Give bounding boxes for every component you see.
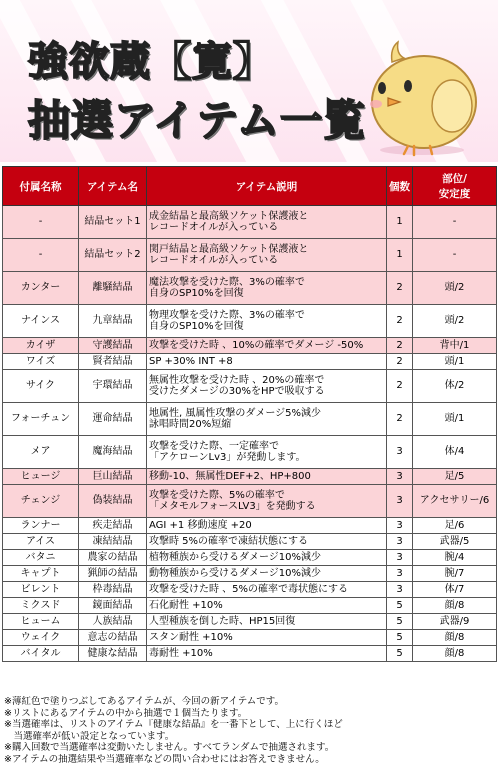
chick-mascot-icon <box>352 34 486 158</box>
cell-count: 2 <box>387 354 413 370</box>
cell-item-name: 意志の結晶 <box>79 630 147 646</box>
table-row <box>3 534 497 550</box>
cell-description <box>147 646 387 662</box>
cell-item-name: 健康な結晶 <box>79 646 147 662</box>
description-line: 自身のSP10%を回復 <box>149 321 244 332</box>
cell-description <box>147 338 387 354</box>
table-header-row <box>3 167 497 206</box>
cell-slot-stability: 腕/4 <box>413 550 497 566</box>
table-row <box>3 436 497 469</box>
cell-slot-stability: 顔/8 <box>413 630 497 646</box>
description-line: 攻撃を受けた際、一定確率で <box>149 440 279 452</box>
cell-count: 2 <box>387 403 413 436</box>
table-row <box>3 239 497 272</box>
cell-attached-name: サイク <box>3 370 79 403</box>
cell-count: 3 <box>387 566 413 582</box>
note-line: ※薄紅色で塗りつぶしてあるアイテムが、今回の新アイテムです。 <box>4 696 285 707</box>
cell-count: 5 <box>387 598 413 614</box>
cell-description <box>147 614 387 630</box>
cell-slot-stability: 顔/8 <box>413 598 497 614</box>
description-line: 関戸結晶と最高級ソケット保護液と <box>149 243 309 255</box>
description-line: AGI +1 移動速度 +20 <box>149 519 252 531</box>
cell-slot-stability: 体/4 <box>413 436 497 469</box>
cell-description <box>147 305 387 338</box>
cell-item-name: 凍結結晶 <box>79 534 147 550</box>
cell-attached-name: フォーチュン <box>3 403 79 436</box>
description-line: 地属性, 風属性攻撃のダメージ5%減少 <box>149 407 322 419</box>
cell-description <box>147 370 387 403</box>
description-line: 「アケローンLv3」が発動します。 <box>149 452 306 463</box>
cell-count: 1 <box>387 239 413 272</box>
table-row <box>3 646 497 662</box>
cell-description <box>147 239 387 272</box>
cell-count: 1 <box>387 206 413 239</box>
col-header-description: アイテム説明 <box>147 167 387 206</box>
cell-item-name: 巨山結晶 <box>79 469 147 485</box>
note-line: 当選確率が低い設定となっています。 <box>4 730 175 742</box>
col-header-item-name: アイテム名 <box>79 167 147 206</box>
col-header-slot-stability <box>413 167 497 206</box>
cell-item-name: 魔海結晶 <box>79 436 147 469</box>
cell-slot-stability: 頭/2 <box>413 272 497 305</box>
cell-slot-stability: 頭/2 <box>413 305 497 338</box>
description-line: 魔法攻撃を受けた際、3%の確率で <box>149 276 305 288</box>
description-line: 移動-10、無属性DEF+2、HP+800 <box>149 470 311 482</box>
note-line: ※当選確率は、リストのアイテム『健康な結晶』を一番下として、上に行くほど <box>4 719 343 731</box>
description-line: 攻撃を受けた時 、10%の確率でダメージ -50% <box>149 339 364 351</box>
description-line: 攻撃を受けた時 、5%の確率で毒状態にする <box>149 583 349 595</box>
cell-item-name: 人族結晶 <box>79 614 147 630</box>
description-line: 石化耐性 +10% <box>149 599 223 611</box>
cell-slot-stability: 頭/1 <box>413 354 497 370</box>
title-line-2: 抽選アイテム一覧 <box>28 96 367 145</box>
cell-description <box>147 582 387 598</box>
cell-item-name: 九章結晶 <box>79 305 147 338</box>
table-row <box>3 272 497 305</box>
cell-slot-stability: - <box>413 206 497 239</box>
table-body <box>3 206 497 662</box>
cell-count: 3 <box>387 469 413 485</box>
table-row <box>3 354 497 370</box>
cell-count: 3 <box>387 436 413 469</box>
cell-item-name: 運命結晶 <box>79 403 147 436</box>
description-line: SP +30% INT +8 <box>149 355 233 367</box>
table-row <box>3 614 497 630</box>
cell-description <box>147 403 387 436</box>
cell-item-name: 偽装結晶 <box>79 485 147 518</box>
cell-slot-stability: 体/2 <box>413 370 497 403</box>
cell-slot-stability: 足/6 <box>413 518 497 534</box>
cell-attached-name: ヒュージ <box>3 469 79 485</box>
cell-attached-name: バイタル <box>3 646 79 662</box>
cell-attached-name: ランナー <box>3 518 79 534</box>
cell-attached-name: ヒューム <box>3 614 79 630</box>
cell-slot-stability: - <box>413 239 497 272</box>
cell-slot-stability: 体/7 <box>413 582 497 598</box>
cell-item-name: 離騒結晶 <box>79 272 147 305</box>
description-line: 物理攻撃を受けた際、3%の確率で <box>149 309 305 321</box>
cell-description <box>147 550 387 566</box>
description-line: 動物種族から受けるダメージ10%減少 <box>149 567 322 579</box>
cell-attached-name: ビレント <box>3 582 79 598</box>
cell-count: 3 <box>387 582 413 598</box>
col-header-attached-name: 付属名称 <box>3 167 79 206</box>
cell-slot-stability: 足/5 <box>413 469 497 485</box>
col-header-count: 個数 <box>387 167 413 206</box>
table-row <box>3 206 497 239</box>
cell-item-name: 鏡面結晶 <box>79 598 147 614</box>
cell-item-name: 結晶セット2 <box>79 239 147 272</box>
description-line: 人型種族を倒した時、HP15回復 <box>149 615 296 627</box>
description-line: 受けたダメージの30%をHPで吸収する <box>149 386 325 397</box>
description-line: 無属性攻撃を受けた時 、20%の確率で <box>149 374 325 386</box>
cell-count: 5 <box>387 614 413 630</box>
cell-description <box>147 630 387 646</box>
notes <box>4 696 498 766</box>
cell-description <box>147 598 387 614</box>
description-line: 成金結晶と最高級ソケット保護液と <box>149 210 309 222</box>
note-line: ※購入回数で当選確率は変動いたしません。すべてランダムで抽選されます。 <box>4 742 335 754</box>
cell-description <box>147 534 387 550</box>
cell-attached-name: カイザ <box>3 338 79 354</box>
cell-slot-stability: アクセサリー/6 <box>413 485 497 518</box>
cell-item-name: 疾走結晶 <box>79 518 147 534</box>
description-line: 攻撃を受けた際、5%の確率で <box>149 489 285 501</box>
cell-description <box>147 354 387 370</box>
cell-attached-name: - <box>3 239 79 272</box>
cell-attached-name: キャプト <box>3 566 79 582</box>
table-row <box>3 305 497 338</box>
cell-attached-name: ミクスド <box>3 598 79 614</box>
description-line: 詠唱時間20%短縮 <box>149 419 232 430</box>
cell-count: 3 <box>387 534 413 550</box>
table-row <box>3 485 497 518</box>
cell-count: 3 <box>387 485 413 518</box>
cell-attached-name: メア <box>3 436 79 469</box>
cell-description <box>147 485 387 518</box>
cell-attached-name: チェンジ <box>3 485 79 518</box>
title-line-1: 強欲蔵【寛】 <box>28 39 274 85</box>
table-row <box>3 469 497 485</box>
cell-item-name: 猟師の結晶 <box>79 566 147 582</box>
cell-description <box>147 469 387 485</box>
cell-description <box>147 206 387 239</box>
col-header-slot: 部位/ <box>442 173 467 185</box>
description-line: レコードオイルが入っている <box>149 255 279 266</box>
cell-attached-name: - <box>3 206 79 239</box>
description-line: レコードオイルが入っている <box>149 222 279 233</box>
item-table <box>2 166 497 662</box>
cell-count: 3 <box>387 518 413 534</box>
description-line: 攻撃時 5%の確率で凍結状態にする <box>149 535 309 547</box>
cell-item-name: 農家の結晶 <box>79 550 147 566</box>
cell-attached-name: バタニ <box>3 550 79 566</box>
cell-attached-name: ワイズ <box>3 354 79 370</box>
cell-description <box>147 436 387 469</box>
description-line: スタン耐性 +10% <box>149 631 233 643</box>
col-header-stability: 安定度 <box>438 188 471 200</box>
cell-slot-stability: 武器/5 <box>413 534 497 550</box>
description-line: 「メタモルフォースLV3」を発動する <box>149 501 316 512</box>
description-line: 毒耐性 +10% <box>149 647 213 659</box>
table-row <box>3 338 497 354</box>
table-row <box>3 370 497 403</box>
cell-item-name: 宇環結晶 <box>79 370 147 403</box>
cell-count: 5 <box>387 646 413 662</box>
cell-count: 5 <box>387 630 413 646</box>
table-row <box>3 598 497 614</box>
cell-slot-stability: 武器/9 <box>413 614 497 630</box>
description-line: 自身のSP10%を回復 <box>149 288 244 299</box>
cell-slot-stability: 頭/1 <box>413 403 497 436</box>
banner <box>0 0 498 162</box>
cell-item-name: 賢者結晶 <box>79 354 147 370</box>
cell-slot-stability: 腕/7 <box>413 566 497 582</box>
cell-slot-stability: 顔/8 <box>413 646 497 662</box>
table-row <box>3 550 497 566</box>
cell-count: 3 <box>387 550 413 566</box>
table-row <box>3 630 497 646</box>
table-row <box>3 566 497 582</box>
cell-description <box>147 566 387 582</box>
cell-item-name: 枠毒結晶 <box>79 582 147 598</box>
cell-description <box>147 272 387 305</box>
cell-count: 2 <box>387 370 413 403</box>
cell-attached-name: アイス <box>3 534 79 550</box>
cell-slot-stability: 背中/1 <box>413 338 497 354</box>
cell-description <box>147 518 387 534</box>
cell-attached-name: ナインス <box>3 305 79 338</box>
table-row <box>3 518 497 534</box>
cell-count: 2 <box>387 305 413 338</box>
cell-count: 2 <box>387 338 413 354</box>
cell-item-name: 守護結晶 <box>79 338 147 354</box>
table-row <box>3 582 497 598</box>
note-line: ※リストにあるアイテムの中から抽選で１個当たります。 <box>4 707 248 719</box>
cell-count: 2 <box>387 272 413 305</box>
note-line: ※アイテムの抽選結果や当選確率などの問い合わせにはお答えできません。 <box>4 753 325 765</box>
cell-item-name: 結晶セット1 <box>79 206 147 239</box>
table-row <box>3 403 497 436</box>
cell-attached-name: カンター <box>3 272 79 305</box>
description-line: 植物種族から受けるダメージ10%減少 <box>149 551 322 563</box>
cell-attached-name: ウェイク <box>3 630 79 646</box>
